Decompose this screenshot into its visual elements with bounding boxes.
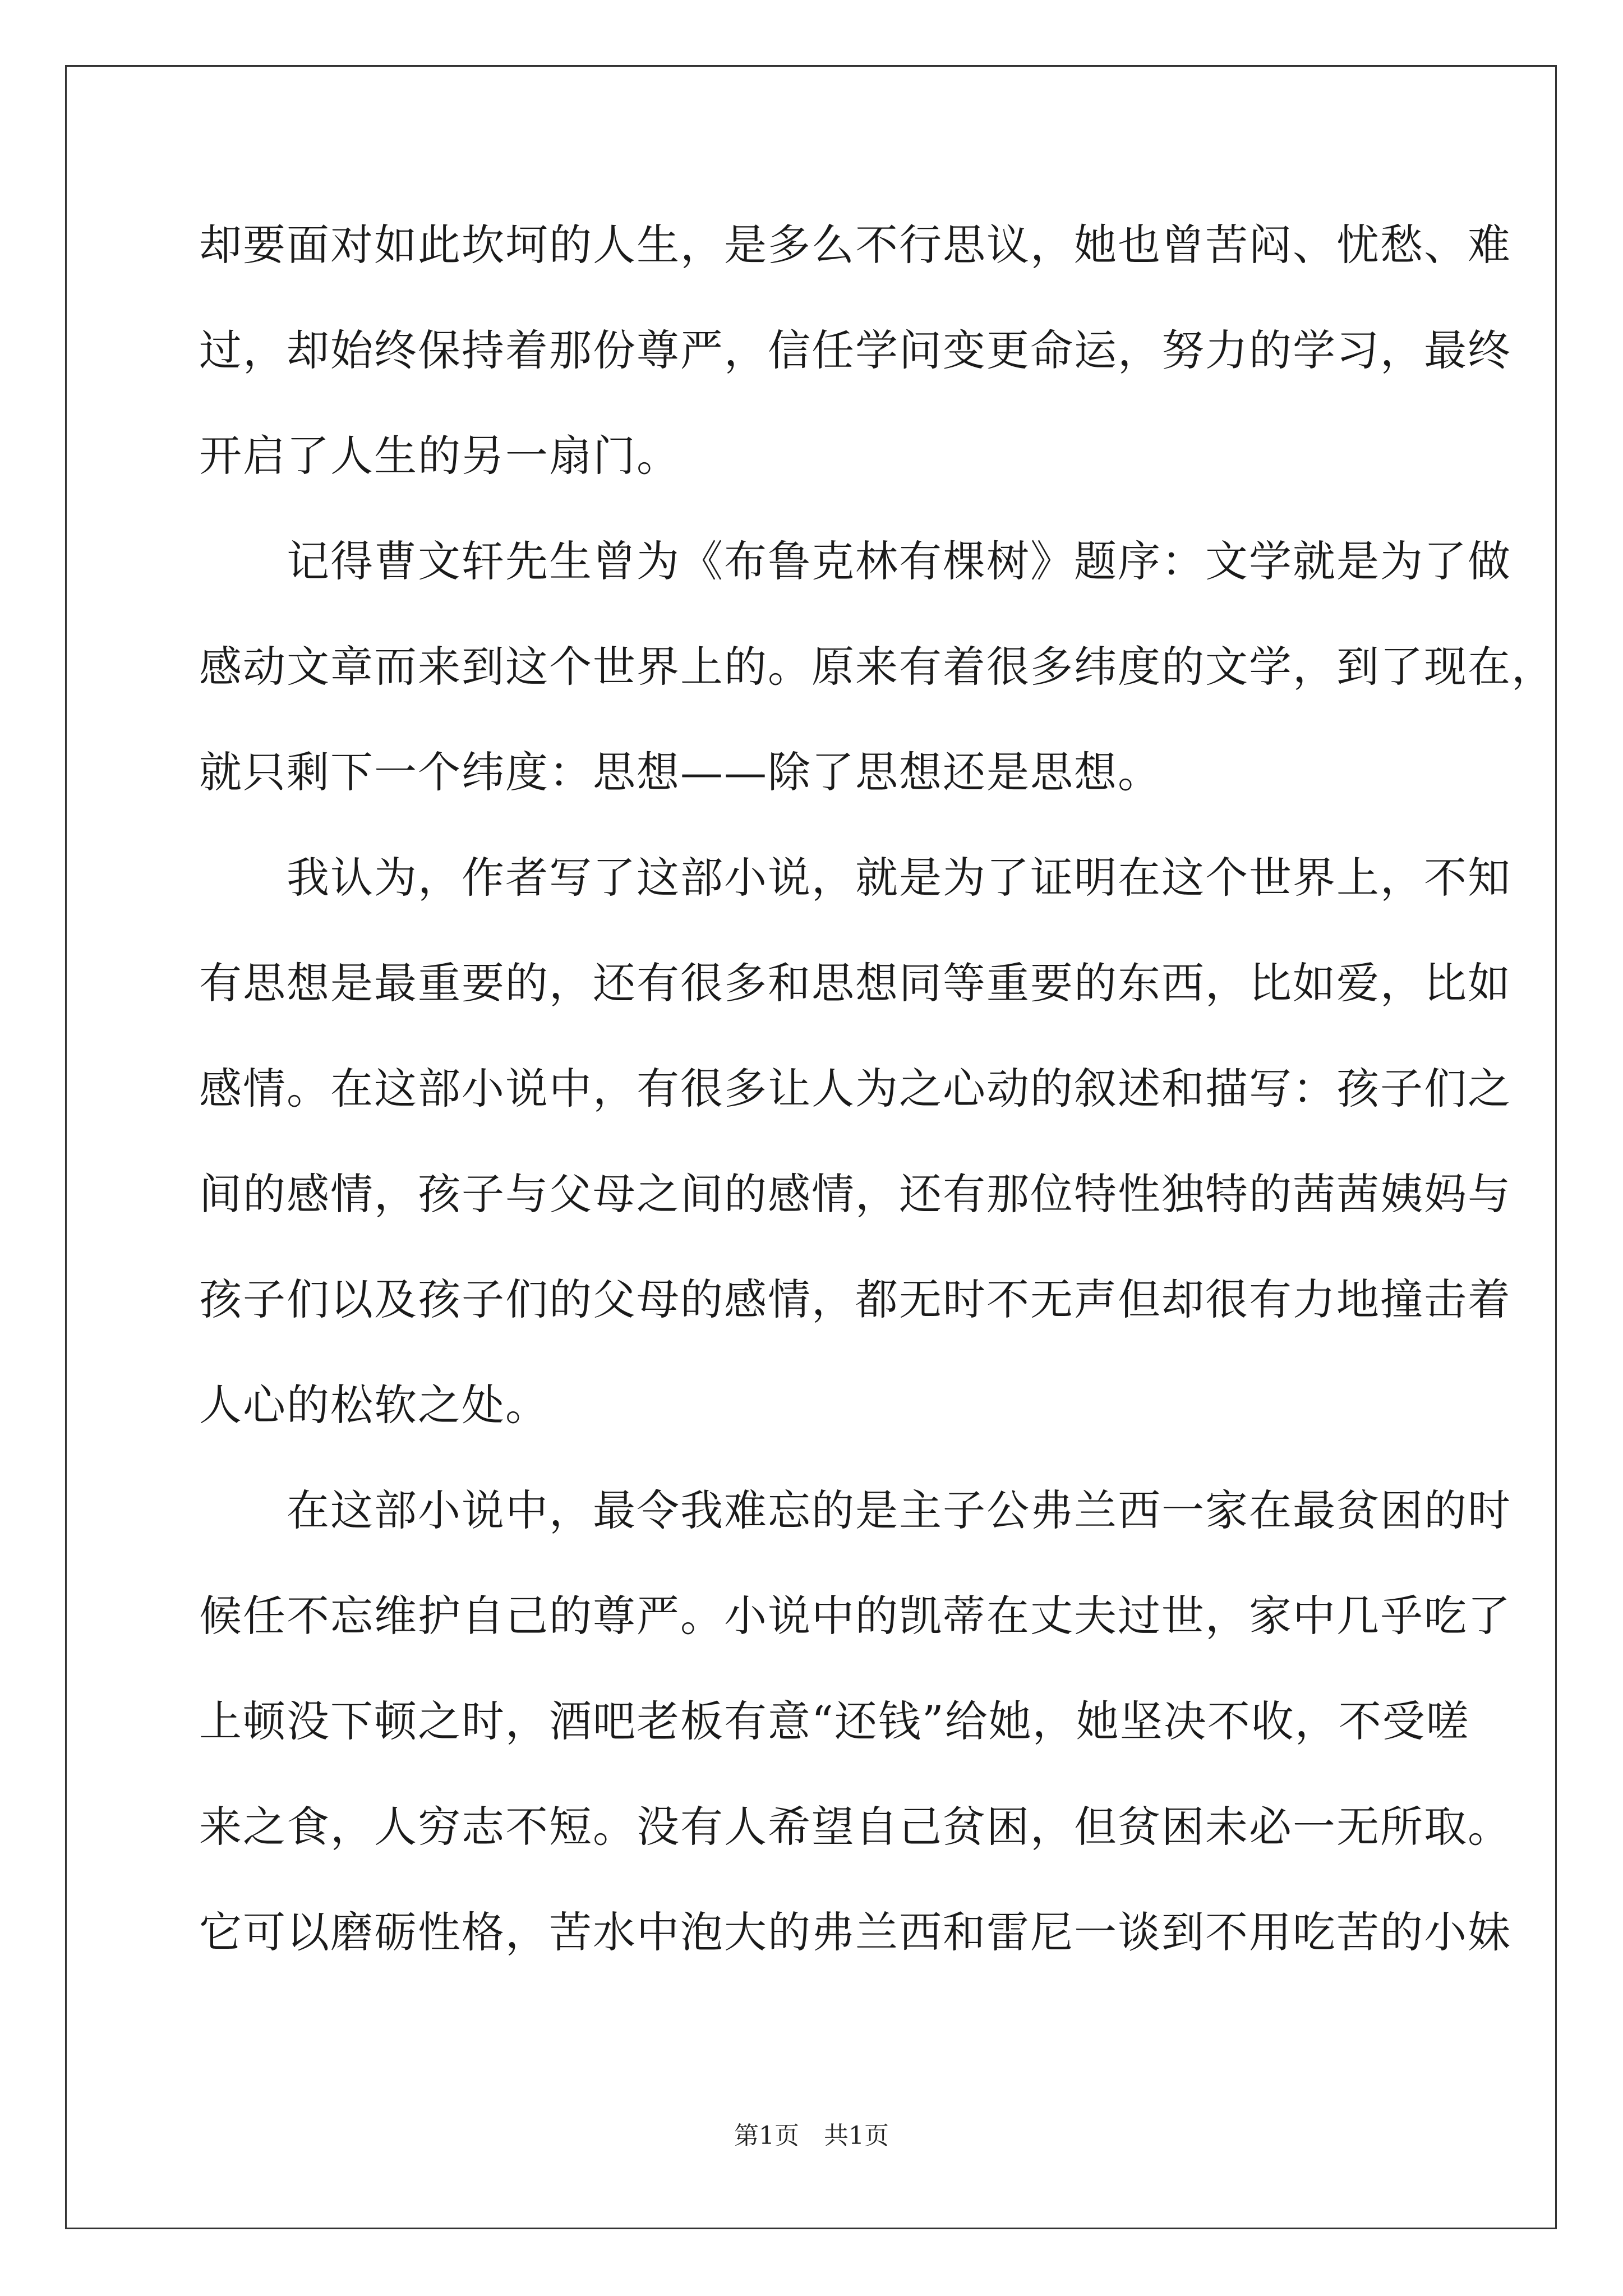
page-number-footer: 第1页 共1页 [734,2122,889,2150]
text-line: 记得曹文轩先生曾为《布鲁克林有棵树》题序：文学就是为了做 [199,536,1511,586]
text-line: 孩子们以及孩子们的父母的感情，都无时不无声但却很有力地撞击着 [199,1274,1511,1324]
text-line: 上顿没下顿之时，酒吧老板有意“还钱”给她，她坚决不收，不受嗟 [199,1696,1470,1746]
text-line: 却要面对如此坎坷的人生，是多么不行思议，她也曾苦闷、忧愁、难 [199,220,1511,270]
text-line: 它可以磨砺性格，苦水中泡大的弗兰西和雷尼一谈到不用吃苦的小妹 [199,1907,1511,1957]
text-line: 过，却始终保持着那份尊严，信任学问变更命运，努力的学习，最终 [199,325,1511,375]
text-line: 感情。在这部小说中，有很多让人为之心动的叙述和描写：孩子们之 [199,1064,1511,1114]
text-line: 间的感情，孩子与父母之间的感情，还有那位特性独特的茜茜姨妈与 [199,1169,1511,1219]
text-line: 就只剩下一个纬度：思想——除了思想还是思想。 [199,747,1161,797]
text-line: 来之食，人穷志不短。没有人希望自己贫困，但贫困未必一无所取。 [199,1802,1511,1852]
text-line: 感动文章而来到这个世界上的。原来有着很多纬度的文学，到了现在， [199,642,1555,692]
text-line: 我认为，作者写了这部小说，就是为了证明在这个世界上，不知 [199,853,1511,903]
text-line: 开启了人生的另一扇门。 [199,431,680,481]
text-line: 在这部小说中，最令我难忘的是主子公弗兰西一家在最贫困的时 [199,1485,1511,1535]
text-line: 人心的松软之处。 [199,1380,549,1430]
text-line: 候任不忘维护自己的尊严。小说中的凯蒂在丈夫过世，家中几乎吃了 [199,1591,1511,1641]
text-line: 有思想是最重要的，还有很多和思想同等重要的东西，比如爱，比如 [199,958,1511,1008]
document-body [199,213,1555,2006]
